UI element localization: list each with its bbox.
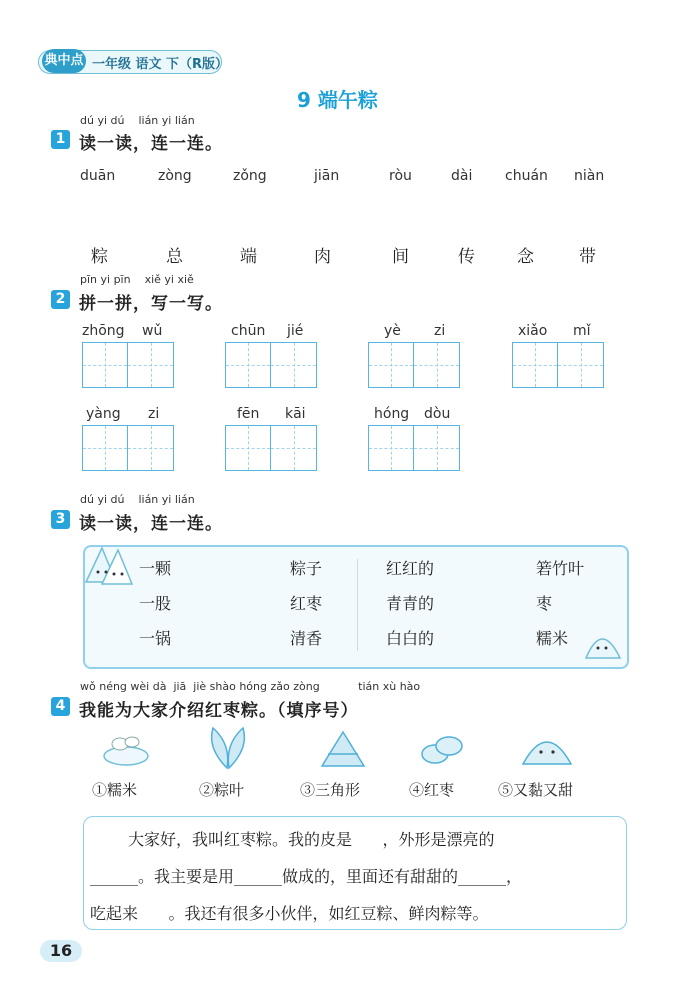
- s2-word1-writing-box[interactable]: [82, 342, 174, 388]
- header-subtitle: 一年级 语文 下（R版）: [92, 57, 229, 72]
- s2-word6-writing-box[interactable]: [225, 425, 317, 471]
- leaf-icon: [205, 726, 251, 770]
- s1-char-7: 带: [579, 247, 596, 267]
- section4-pinyin: wǒ néng wèi dà jiā jiè shào hóng zǎo zòng tián xù hào: [80, 680, 421, 693]
- s2-word2-pinyin2: jié: [287, 323, 304, 339]
- zongzi-mascot-icon: [80, 542, 138, 590]
- section4-title: 我能为大家介绍红枣粽。（填序号）: [79, 701, 359, 721]
- lesson-title: 9 端午粽: [297, 88, 378, 112]
- fill-line-1: 大家好，我叫红枣粽。我的皮是 ，外形是漂亮的: [128, 830, 495, 849]
- s2-word7-writing-box[interactable]: [368, 425, 460, 471]
- section3-pinyin: dú yi dú lián yi lián: [80, 493, 195, 506]
- s2-word5-pinyin1: yàng: [86, 406, 121, 422]
- s3-left-col2-2: 清香: [290, 629, 323, 648]
- s3-right-col2-2: 糯米: [536, 629, 569, 648]
- option-5: ⑤又黏又甜: [498, 781, 574, 799]
- page-number: 16: [40, 940, 82, 962]
- triangle-zongzi-icon: [318, 728, 368, 770]
- s2-word6-pinyin2: kāi: [285, 406, 306, 422]
- s3-left-col2-1: 红枣: [290, 594, 323, 613]
- s1-pinyin-3: jiān: [314, 168, 340, 184]
- s1-char-3: 肉: [314, 247, 331, 267]
- s3-left-col1-2: 一锅: [139, 629, 172, 648]
- s2-word1-pinyin1: zhōng: [82, 323, 125, 339]
- section1-number: 1: [51, 130, 70, 149]
- rice-icon: [100, 728, 152, 768]
- s2-word3-pinyin2: zi: [434, 323, 446, 339]
- section2-title: 拼一拼，写一写。: [79, 294, 223, 314]
- s1-char-5: 传: [458, 247, 475, 267]
- section4-number: 4: [51, 697, 70, 716]
- s2-word4-writing-box[interactable]: [512, 342, 604, 388]
- s1-pinyin-5: dài: [451, 168, 473, 184]
- s3-left-col1-1: 一股: [139, 594, 172, 613]
- s2-word7-pinyin2: dòu: [424, 406, 451, 422]
- s1-pinyin-7: niàn: [574, 168, 605, 184]
- fill-line-3: 吃起来 。我还有很多小伙伴，如红豆粽、鲜肉粽等。: [90, 904, 489, 923]
- s2-word1-pinyin2: wǔ: [142, 323, 163, 339]
- s3-right-col2-0: 箬竹叶: [536, 559, 585, 578]
- s1-pinyin-2: zǒng: [233, 168, 267, 184]
- brand-logo: 典中点: [42, 49, 86, 73]
- s2-word3-writing-box[interactable]: [368, 342, 460, 388]
- option-2: ②粽叶: [199, 781, 245, 799]
- s3-left-col1-0: 一颗: [139, 559, 172, 578]
- s2-word7-pinyin1: hóng: [374, 406, 410, 422]
- s1-pinyin-4: ròu: [389, 168, 412, 184]
- section2-pinyin: pīn yi pīn xiě yi xiě: [80, 273, 194, 286]
- s2-word5-pinyin2: zi: [148, 406, 160, 422]
- section1-pinyin: dú yi dú lián yi lián: [80, 114, 195, 127]
- s1-pinyin-6: chuán: [505, 168, 548, 184]
- s3-right-col1-0: 红红的: [386, 559, 435, 578]
- section3-title: 读一读，连一连。: [79, 514, 223, 534]
- fill-line-2: ______。我主要是用______做成的，里面还有甜甜的______，: [90, 867, 523, 886]
- section2-number: 2: [51, 290, 70, 309]
- s2-word3-pinyin1: yè: [384, 323, 401, 339]
- option-4: ④红枣: [409, 781, 455, 799]
- option-3: ③三角形: [300, 781, 361, 799]
- s1-pinyin-0: duān: [80, 168, 116, 184]
- s2-word5-writing-box[interactable]: [82, 425, 174, 471]
- s1-char-4: 间: [392, 247, 409, 267]
- s2-word6-pinyin1: fēn: [237, 406, 260, 422]
- s1-char-2: 端: [240, 247, 257, 267]
- section3-number: 3: [51, 510, 70, 529]
- sticky-zongzi-mascot-icon: [517, 724, 577, 770]
- s2-word4-pinyin2: mǐ: [573, 323, 591, 339]
- panel-divider: [357, 559, 358, 651]
- s2-word2-writing-box[interactable]: [225, 342, 317, 388]
- red-date-icon: [417, 730, 467, 768]
- s1-char-0: 粽: [91, 247, 108, 267]
- s3-left-col2-0: 粽子: [290, 559, 323, 578]
- s2-word4-pinyin1: xiǎo: [518, 323, 548, 339]
- s1-char-1: 总: [166, 247, 183, 267]
- option-1: ①糯米: [92, 781, 138, 799]
- s3-right-col2-1: 枣: [536, 594, 553, 613]
- s3-right-col1-1: 青青的: [386, 594, 435, 613]
- s1-char-6: 念: [517, 247, 534, 267]
- section1-title: 读一读，连一连。: [79, 134, 223, 154]
- s2-word2-pinyin1: chūn: [231, 323, 266, 339]
- zongzi-leaf-icon: [582, 626, 624, 662]
- s1-pinyin-1: zòng: [158, 168, 192, 184]
- s3-right-col1-2: 白白的: [386, 629, 435, 648]
